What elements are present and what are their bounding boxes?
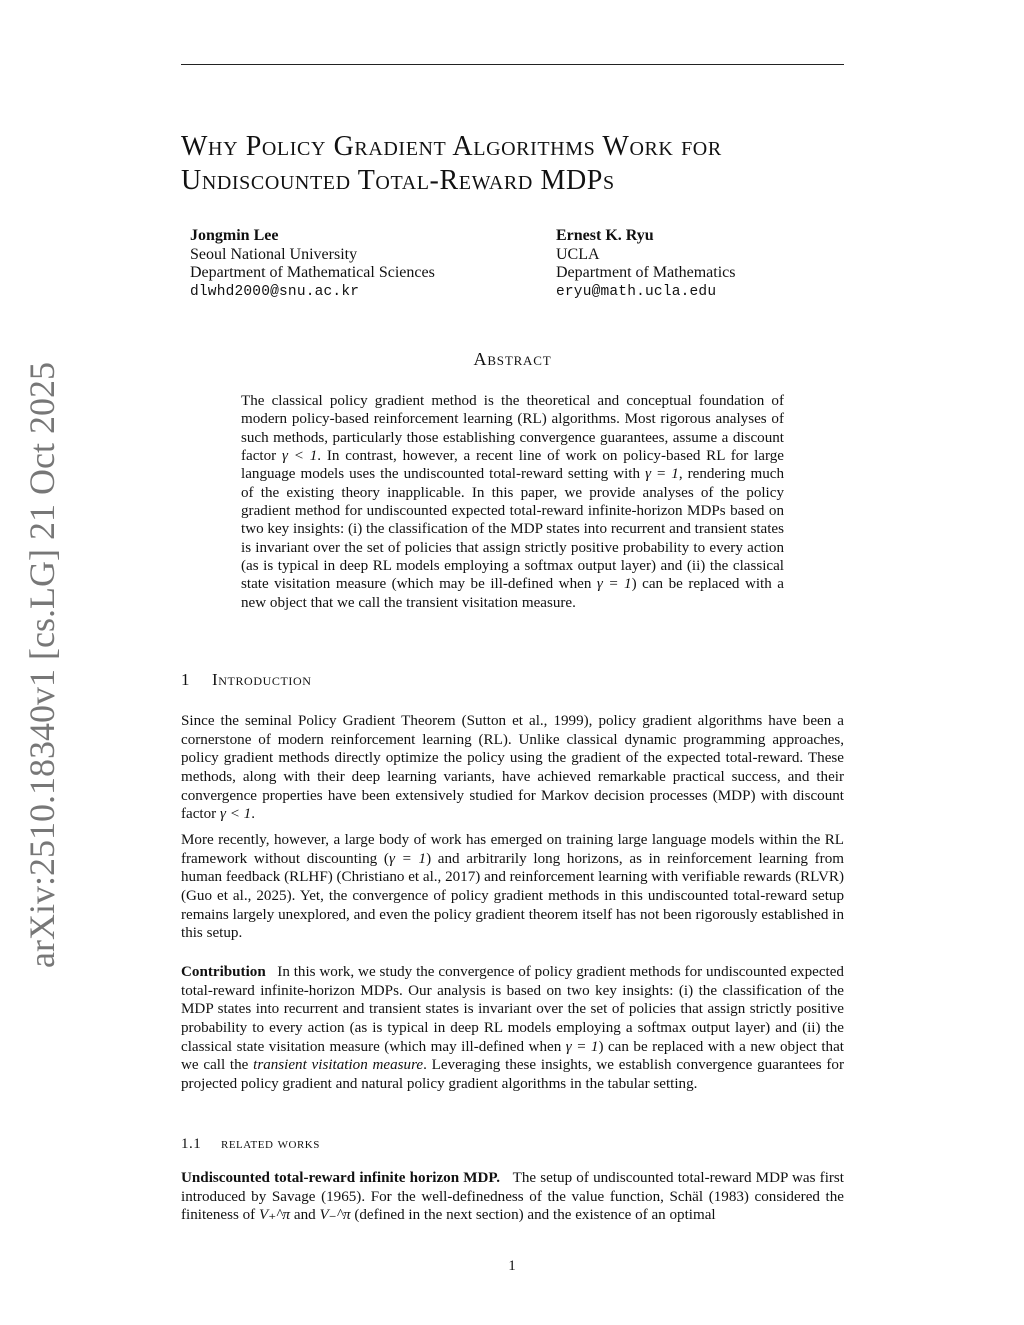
author-email[interactable]: eryu@math.ucla.edu <box>556 283 717 300</box>
author-name: Jongmin Lee <box>190 227 279 244</box>
paragraph-text: In this work, we study the convergence of policy gradient methods for undiscounted expected total-reward infinite-horizon MDPs. Our analysis is based on two key insights: (i) the classification of the MDP states into recurrent and transient states is invariant over the set of policies that assign strictly positive probability to every action (as is typical in deep RL models employing a softmax output layer) and (ii) the classical state visitation measure (which may ill-defined when <box>181 964 844 1055</box>
subsection-title: related works <box>221 1136 320 1152</box>
paragraph-text: ) can be replaced with a new object that we call the <box>181 1038 844 1074</box>
paper-title <box>181 130 844 198</box>
math-inline: γ < 1 <box>219 806 252 823</box>
math-inline: γ = 1 <box>565 1038 599 1055</box>
math-inline: γ < 1 <box>282 448 318 465</box>
paragraph-text: Since the seminal Policy Gradient Theorem (Sutton et al., 1999), policy gradient algorithms have been a cornerstone of modern reinforcement learning (RL). Unlike classical dynamic programming approaches, policy gradient methods directly optimize the policy using the gradient of the expected total-reward. These methods, along with their deep learning variants, have achieved remarkable practical success, and their convergence properties have been extensively studied for Markov decision processes (MDP) with discount factor <box>181 713 844 823</box>
related-paragraph-1 <box>181 1169 844 1225</box>
paragraph-text: . <box>251 806 255 823</box>
math-inline: γ = 1 <box>388 850 427 867</box>
top-rule <box>181 64 844 65</box>
author-block-2 <box>556 227 736 301</box>
paragraph-text: More recently, however, a large body of work has emerged on training large language models within the RL framework without discounting ( <box>181 832 844 867</box>
section-number: 1 <box>181 670 191 689</box>
contribution-heading: Contribution <box>181 964 266 980</box>
author-department: Department of Mathematical Sciences <box>190 264 435 282</box>
author-email[interactable]: dlwhd2000@snu.ac.kr <box>190 283 360 300</box>
intro-paragraph-1 <box>181 712 844 824</box>
contribution-paragraph <box>181 963 844 1094</box>
abstract-text: The classical policy gradient method is the theoretical and conceptual foundation of modern policy-based reinforcement learning (RL) algorithms. Most rigorous analyses of such methods, particularly those establishing convergence guarantees, assume a discount factor <box>241 393 784 465</box>
section-title: Introduction <box>212 670 312 689</box>
author-affiliation: Seoul National University <box>190 245 358 263</box>
author-department: Department of Mathematics <box>556 264 736 282</box>
abstract-text: ) can be replaced with a new object that we call the transient visitation measure. <box>241 576 784 611</box>
title-line-2: Undiscounted Total-Reward MDPs <box>181 165 615 196</box>
paragraph-text: . Leveraging these insights, we establish convergence guarantees for projected policy gradient and natural policy gradient algorithms in the tabular setting. <box>181 1057 844 1092</box>
author-affiliation: UCLA <box>556 245 600 263</box>
paragraph-text: ) and arbitrarily long horizons, as in reinforcement learning from human feedback (RLHF) (Christiano et al., 2017) and reinforcement learning with verifiable rewards (RLVR) (Guo et al., 2025). Yet, the convergence of policy gradient methods in this undiscounted total-reward setup remains largely unexplored, and even the policy gradient theorem itself has not been rigorously established in this setup. <box>181 850 844 942</box>
paragraph-text: and <box>290 1207 320 1224</box>
arxiv-identifier-stamp[interactable]: arXiv:2510.18340v1 [cs.LG] 21 Oct 2025 <box>21 362 62 968</box>
math-inline: V₋^π <box>319 1207 351 1224</box>
math-inline: V₊^π <box>258 1207 291 1224</box>
abstract-text: , rendering much of the existing theory inapplicable. In this paper, we provide analyses of the policy gradient method for undiscounted expected total-reward infinite-horizon MDPs based on two key insights: (i) the classification of the MDP states into recurrent and transient states is invariant over the set of policies that assign strictly positive probability to every action (as is typical in deep RL models employing a softmax output layer) and (ii) the classical state visitation measure (which may be ill-defined when <box>241 466 785 593</box>
subsection-heading-related-works <box>181 1136 320 1153</box>
paragraph-text: (defined in the next section) and the existence of an optimal <box>350 1207 716 1224</box>
section-heading-introduction <box>181 670 312 690</box>
author-block-1 <box>190 227 435 301</box>
math-inline: γ = 1 <box>645 466 679 483</box>
abstract-heading: Abstract <box>473 349 552 369</box>
author-name: Ernest K. Ryu <box>556 227 654 244</box>
subsection-number: 1.1 <box>181 1136 202 1152</box>
intro-paragraph-2 <box>181 831 844 943</box>
emphasized-term: transient visitation measure <box>253 1057 424 1074</box>
math-inline: γ = 1 <box>596 576 632 593</box>
abstract-text: . In contrast, however, a recent line of work on policy-based RL for large language models uses the undiscounted total-reward setting with <box>241 448 785 483</box>
page-number: 1 <box>508 1258 516 1274</box>
abstract-body <box>241 392 784 612</box>
title-line-1: Why Policy Gradient Algorithms Work for <box>181 131 722 162</box>
paragraph-heading: Undiscounted total-reward infinite horizon MDP. <box>181 1170 501 1186</box>
paragraph-text: The setup of undiscounted total-reward MDP was first introduced by Savage (1965). For the well-definedness of the value function, Schäl (1983) considered the finiteness of <box>181 1170 844 1224</box>
